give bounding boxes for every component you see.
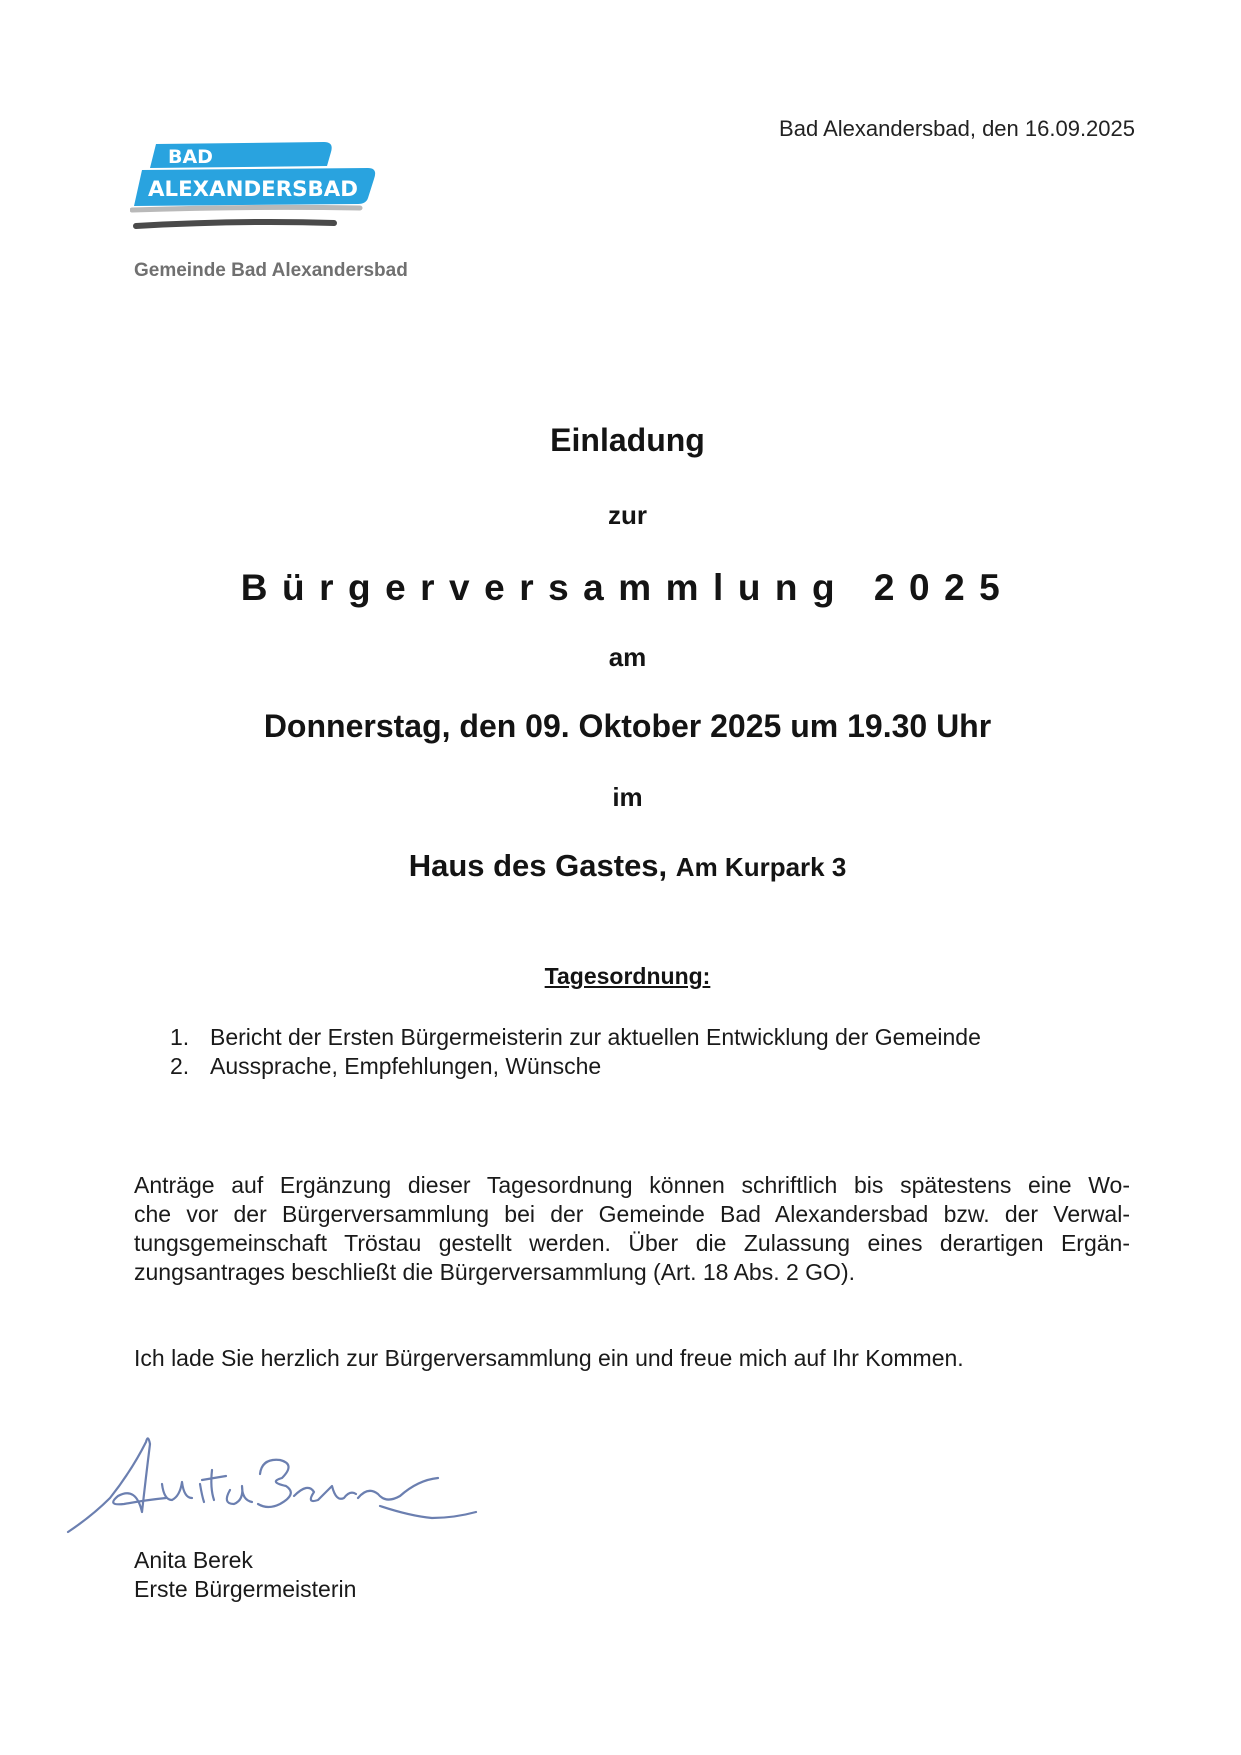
connector-im: im (612, 782, 643, 812)
organization-name: Gemeinde Bad Alexandersbad (134, 260, 408, 281)
paragraph-line: tungsgemeinschaft Tröstau gestellt werden. Über die Zulassung eines derartigen Ergän- (134, 1230, 1130, 1256)
event-name: Bürgerversammlung 2025 (240, 567, 1015, 608)
event-datetime: Donnerstag, den 09. Oktober 2025 um 19.30 Uhr (263, 708, 992, 744)
invitation-title: Einladung (550, 422, 705, 458)
venue-name: Haus des Gastes, (408, 848, 668, 883)
invitation-sentence: Ich lade Sie herzlich zur Bürgerversammlung ein und freue mich auf Ihr Kommen. (134, 1345, 964, 1371)
agenda-item (170, 1024, 981, 1053)
paragraph-line: zungsantrages beschließt die Bürgerversammlung (Art. 18 Abs. 2 GO). (134, 1259, 855, 1285)
paragraph-line: Anträge auf Ergänzung dieser Tagesordnung können schriftlich bis spätestens eine Wo- (134, 1172, 1130, 1198)
connector-zur: zur (608, 500, 647, 530)
agenda-list (170, 1024, 981, 1082)
logo-text-alexandersbad: ALEXANDERSBAD (148, 177, 358, 201)
agenda-item-text: Bericht der Ersten Bürgermeisterin zur aktuellen Entwicklung der Gemeinde (210, 1024, 981, 1050)
logo-stripe-gray (132, 207, 360, 210)
logo-stripe-dark (136, 222, 334, 226)
signer-block (134, 1546, 356, 1604)
signer-name: Anita Berek (134, 1547, 253, 1573)
bad-alexandersbad-logo (130, 138, 380, 238)
agenda-item (170, 1053, 981, 1082)
event-venue (0, 848, 1241, 884)
agenda-item-text: Aussprache, Empfehlungen, Wünsche (210, 1053, 602, 1079)
handwritten-signature (62, 1420, 492, 1540)
venue-address: Am Kurpark 3 (675, 852, 847, 882)
connector-am: am (608, 642, 647, 672)
logo-text-bad: BAD (168, 146, 213, 168)
place-date: Bad Alexandersbad, den 16.09.2025 (779, 116, 1135, 141)
amendment-paragraph (134, 1171, 1130, 1287)
paragraph-line: che vor der Bürgerversammlung bei der Gemeinde Bad Alexandersbad bzw. der Verwal- (134, 1201, 1130, 1227)
agenda-item-number: 1. (170, 1024, 190, 1050)
agenda-heading: Tagesordnung: (544, 963, 711, 989)
agenda-item-number: 2. (170, 1053, 190, 1079)
signer-role: Erste Bürgermeisterin (134, 1576, 357, 1602)
